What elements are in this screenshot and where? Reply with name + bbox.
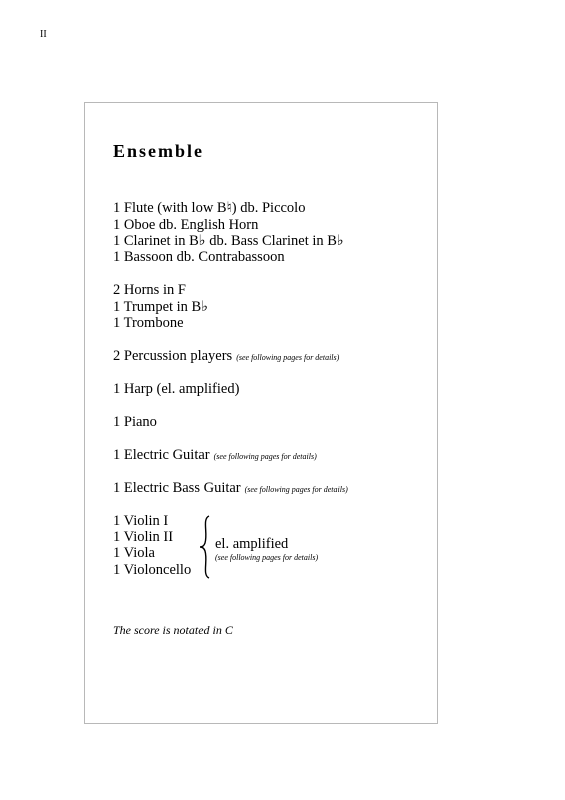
instrument-line: 2 Horns in F bbox=[113, 282, 186, 298]
instrument-line: 1 Viola bbox=[113, 545, 155, 561]
instrument-line: 1 Trumpet in B♭ bbox=[113, 299, 209, 315]
instrument-line: 1 Clarinet in B♭ db. Bass Clarinet in B♭ bbox=[113, 233, 344, 249]
guitar-label: 1 Electric Guitar bbox=[113, 447, 210, 463]
guitar-note: (see following pages for details) bbox=[213, 452, 317, 461]
instrument-line: 1 Violoncello bbox=[113, 562, 192, 578]
percussion-note: (see following pages for details) bbox=[236, 353, 340, 362]
guitar-line bbox=[113, 447, 317, 465]
piano-line: 1 Piano bbox=[113, 414, 157, 430]
percussion-label: 2 Percussion players bbox=[113, 348, 233, 364]
bass-guitar-label: 1 Electric Bass Guitar bbox=[113, 480, 241, 496]
page-number: II bbox=[40, 29, 47, 40]
page-title: Ensemble bbox=[113, 141, 205, 161]
instrument-line: 1 Bassoon db. Contrabassoon bbox=[113, 249, 285, 265]
instrument-line: 1 Oboe db. English Horn bbox=[113, 217, 259, 233]
percussion-line bbox=[113, 348, 339, 366]
strings-amplified-note: (see following pages for details) bbox=[215, 553, 319, 562]
instrument-line: 1 Flute (with low B♮) db. Piccolo bbox=[113, 200, 306, 216]
harp-line: 1 Harp (el. amplified) bbox=[113, 381, 240, 397]
bass-guitar-note: (see following pages for details) bbox=[244, 485, 348, 494]
brace-icon bbox=[199, 515, 213, 579]
bass-guitar-line bbox=[113, 480, 348, 498]
score-note: The score is notated in C bbox=[113, 623, 233, 637]
strings-amplified-label: el. amplified bbox=[215, 536, 289, 552]
instrument-line: 1 Violin II bbox=[113, 529, 174, 545]
instrument-line: 1 Violin I bbox=[113, 513, 169, 529]
instrument-line: 1 Trombone bbox=[113, 315, 184, 331]
